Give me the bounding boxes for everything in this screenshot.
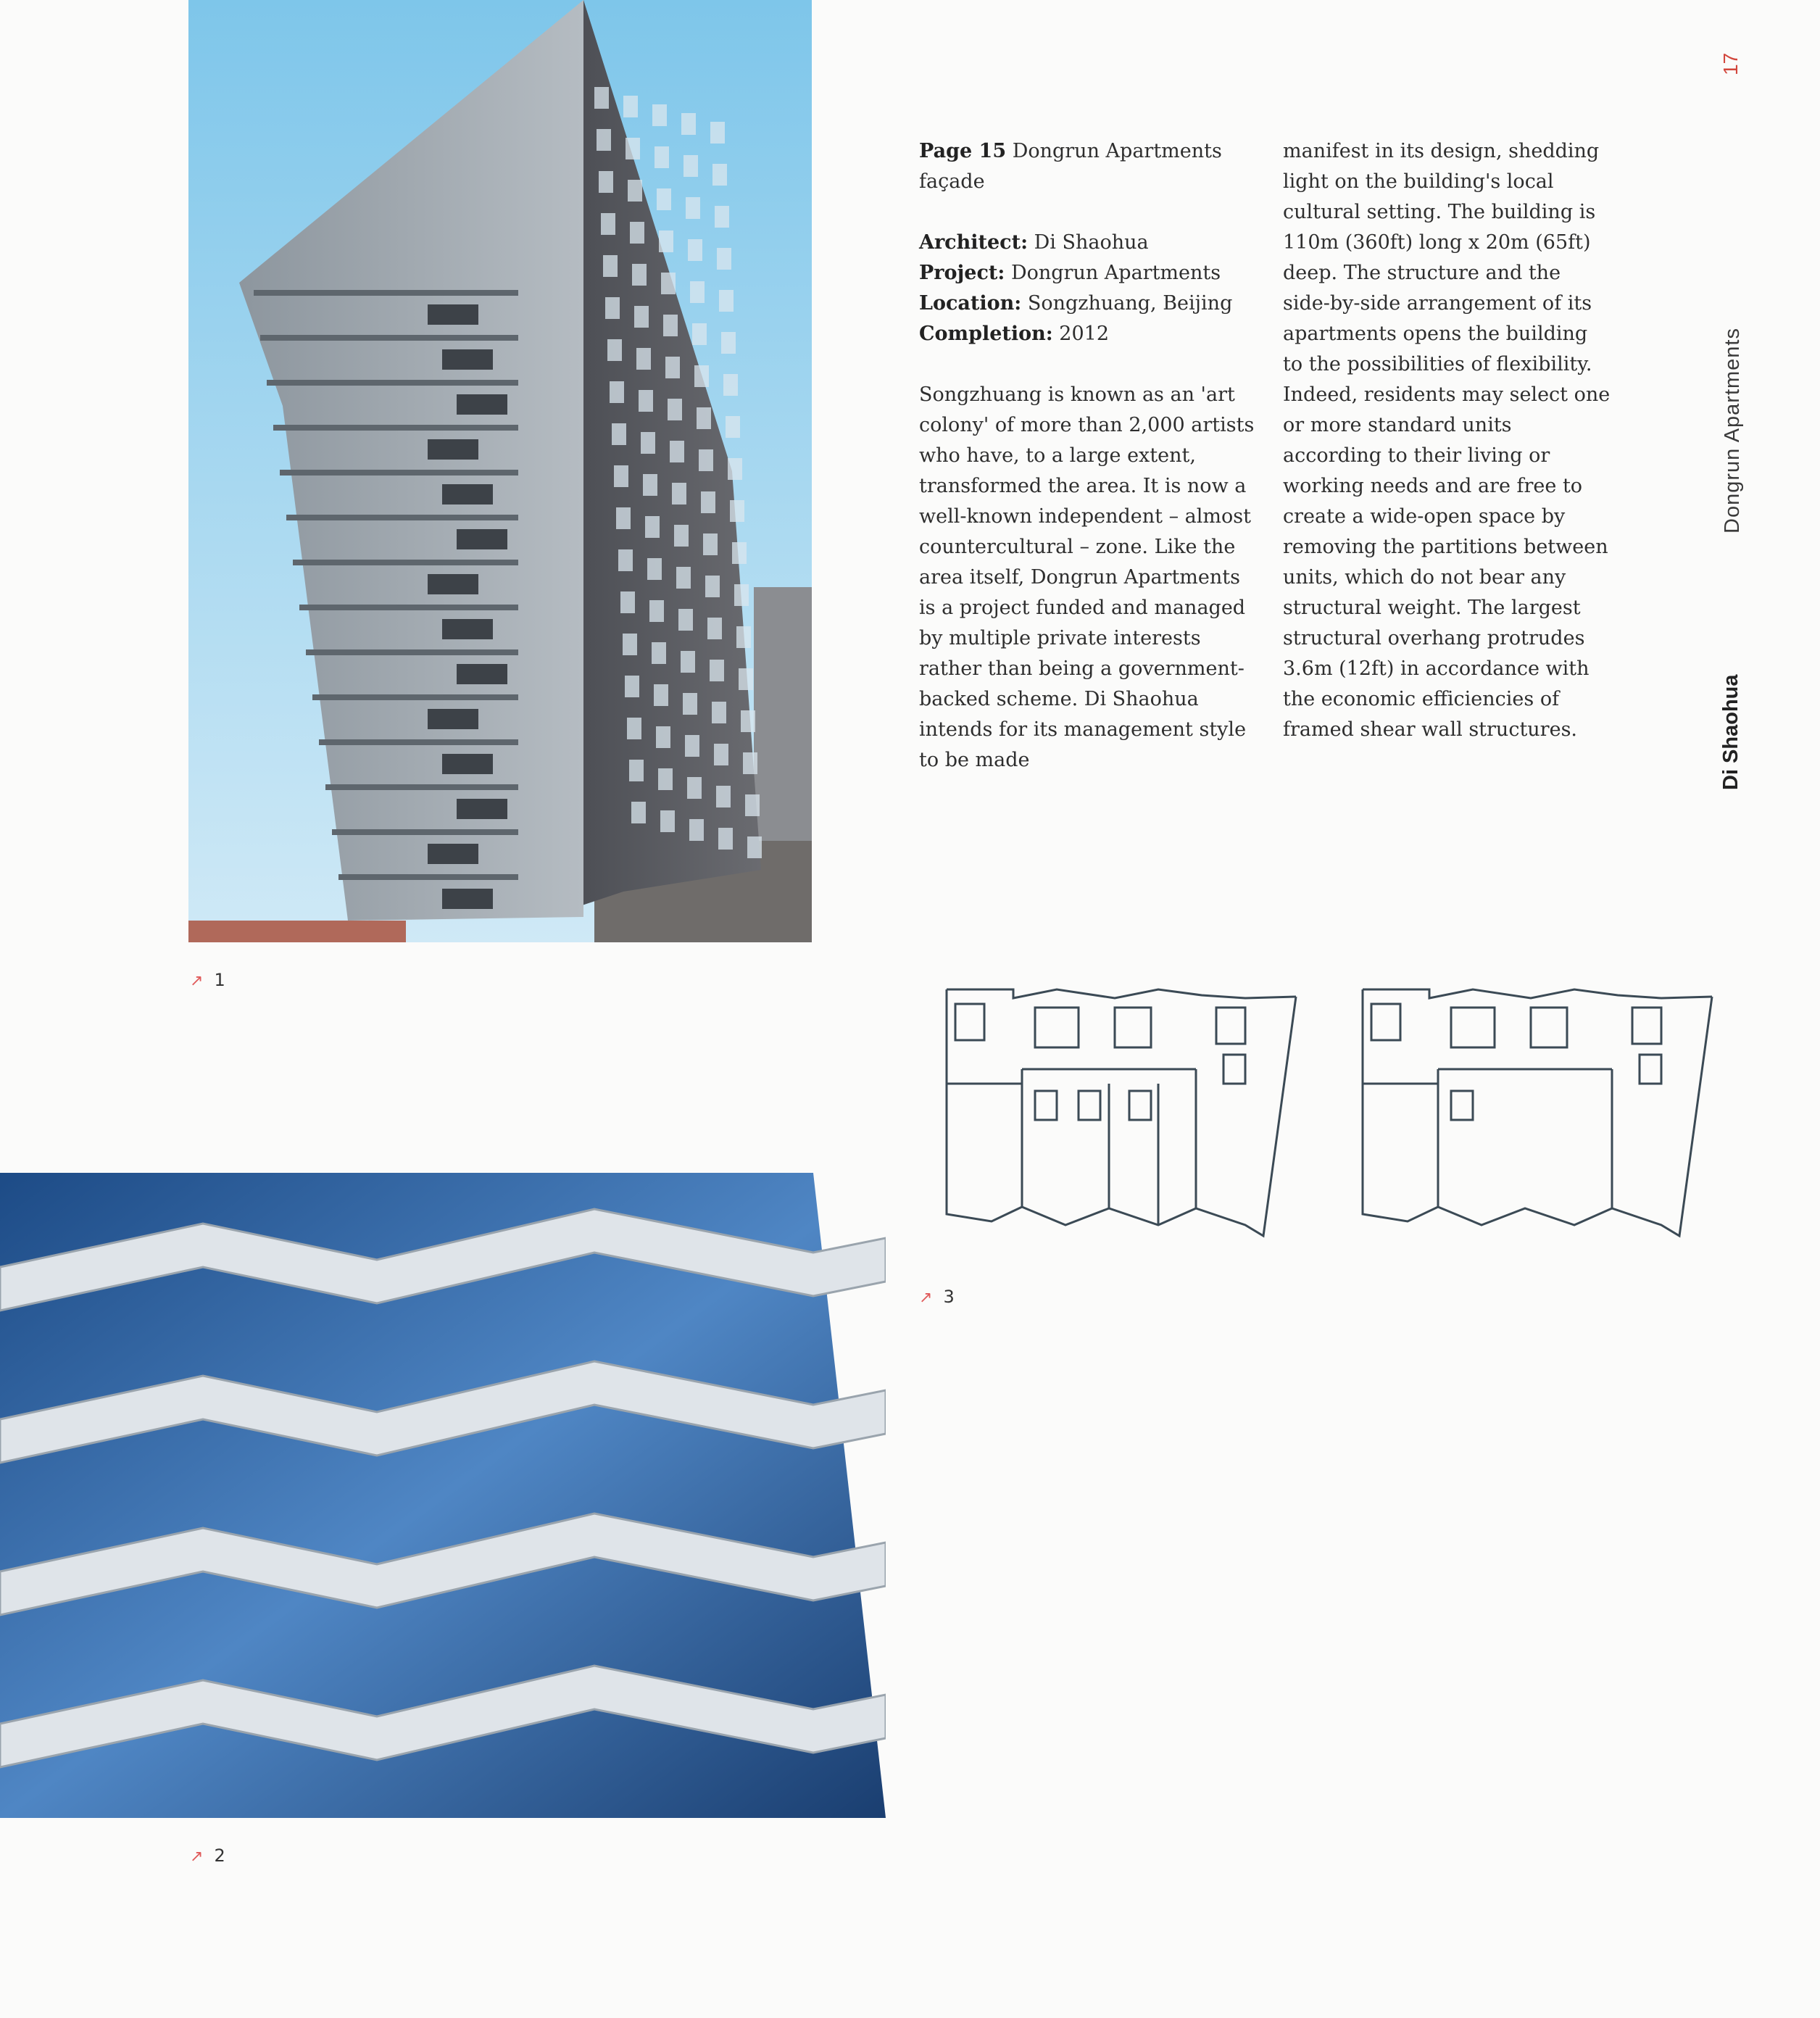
page-number: 17 — [1719, 52, 1742, 75]
text-column-2 — [1283, 136, 1613, 776]
credit-location — [919, 292, 1232, 315]
figure-label-1 — [190, 970, 226, 990]
figure-number: 1 — [214, 970, 226, 990]
body-paragraph-2: manifest in its design, shedding light on the building's local cultural setting. The building is 110m (360ft) long x 20m (65ft) deep. The structure and the side-by-side arrangement of its apartments opens the building to the possibilities of flexibility. Indeed, residents may select one or more standard units according to their living or working needs and are free to create a wide-open space by removing the partitions between units, which do not bear any structural weight. The largest structural overhang protrudes 3.6m (12ft) in accordance with the economic efficiencies of framed shear wall structures. — [1283, 140, 1611, 741]
tower-photo — [188, 0, 812, 942]
figure-number: 2 — [214, 1845, 226, 1866]
credit-label: Project: — [919, 262, 1005, 284]
caption-text: Dongrun Apartments façade — [919, 140, 1222, 193]
figure-number: 3 — [943, 1287, 955, 1307]
figure-label-3 — [919, 1287, 955, 1307]
running-head-architect: Di Shaohua — [1719, 674, 1742, 790]
arrow-icon: ↗ — [190, 1848, 204, 1866]
credit-project — [919, 262, 1221, 284]
credit-completion — [919, 323, 1109, 345]
credit-value: Di Shaohua — [1028, 231, 1149, 254]
caption-ref: Page 15 — [919, 140, 1007, 162]
credits — [919, 228, 1260, 349]
facade-detail-photo — [0, 1173, 886, 1818]
body-paragraph-1: Songzhuang is known as an 'art colony' of more than 2,000 artists who have, to a large extent, transformed the area. It is now a well-known independent – almost countercultural – zone. Like the area itself, Dongrun Apartments is a project funded and managed by multiple private interests rather than being a government-backed scheme. Di Shaohua intends for its management style to be made — [919, 383, 1255, 771]
credit-value: 2012 — [1052, 323, 1110, 345]
arrow-icon: ↗ — [919, 1289, 934, 1307]
credit-label: Location: — [919, 292, 1022, 315]
credit-label: Completion: — [919, 323, 1053, 345]
credit-value: Dongrun Apartments — [1005, 262, 1221, 284]
credit-architect — [919, 231, 1149, 254]
text-column-1 — [919, 136, 1260, 806]
running-head-project: Dongrun Apartments — [1721, 328, 1744, 533]
caption — [919, 136, 1260, 197]
credit-value: Songzhuang, Beijing — [1021, 292, 1233, 315]
credit-label: Architect: — [919, 231, 1029, 254]
floor-plan-right — [1357, 975, 1719, 1243]
floor-plan-left — [941, 975, 1303, 1243]
figure-label-2 — [190, 1845, 226, 1866]
arrow-icon: ↗ — [190, 972, 204, 990]
